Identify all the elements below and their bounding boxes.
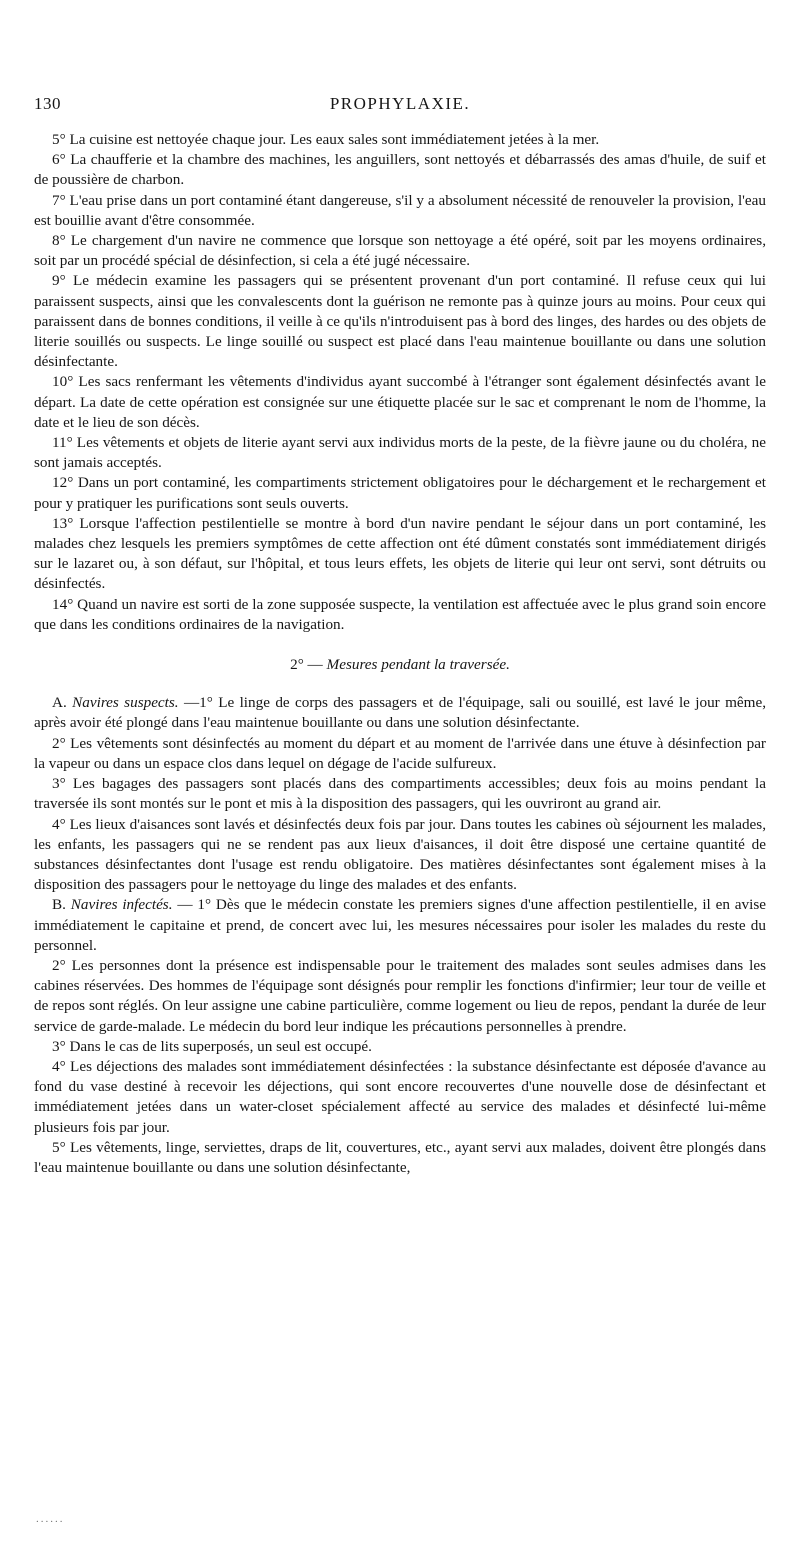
paragraph-item-13: 13° Lorsque l'affection pestilentielle se montre à bord d'un navire pendant le séjour dans un port contaminé, les malades chez lesquels les premiers symptômes de cette affection ont été dûment constatés sont immédiatement dirigés sur le lazaret ou, à son défaut, sur l'hôpital, et tous leurs effets, les objets de literie qui leur ont servi, sont détruits ou désinfectés. (34, 514, 766, 593)
section-heading (34, 655, 766, 675)
subsection-b-paragraph (34, 895, 766, 956)
subsection-b-title: Navires infectés. (70, 896, 173, 914)
paragraph-b-item-3: 3° Dans le cas de lits superposés, un seul est occupé. (52, 1037, 372, 1055)
paragraph-item-8: 8° Le chargement d'un navire ne commence que lorsque son nettoyage a été opéré, soit par les moyens ordinaires, soit par un procédé spécial de désinfection, si cela a été jugé nécessaire. (34, 232, 766, 270)
subsection-b-label: B. (52, 896, 66, 914)
paragraph-item-9: 9° Le médecin examine les passagers qui se présentent provenant d'un port contaminé. Il refuse ceux qui lui paraissent suspects, ainsi que les convalescents dont la guérison ne remonte pas à quinze jours au moins. Pour ceux qui paraissent dans de bonnes conditions, il veille à ce qu'ils n'introduisent pas à bord des linges, des hardes ou des objets de literie souillés ou suspects. Le linge souillé ou suspect est placé dans l'eau maintenue bouillante ou dans une solution désinfectante. (34, 272, 766, 371)
paragraph-item-6: 6° La chaufferie et la chambre des machines, les anguillers, sont nettoyés et débarrassés des amas d'huile, de suif et de poussière de charbon. (34, 151, 766, 189)
paragraph-item-12: 12° Dans un port contaminé, les compartiments strictement obligatoires pour le déchargement et le rechargement et pour y pratiquer les purifications sont seuls ouverts. (34, 474, 766, 512)
subsection-a-paragraph (34, 693, 766, 733)
subsection-a-label: A. (52, 694, 67, 712)
paragraph-item-10: 10° Les sacs renfermant les vêtements d'individus ayant succombé à l'étranger sont également désinfectés avant le départ. La date de cette opération est consignée sur une étiquette placée sur le sac et comprenant le nom de l'homme, la date et le lieu de son décès. (34, 373, 766, 431)
running-title: PROPHYLAXIE. (329, 94, 471, 113)
section-title: Mesures pendant la traversée. (326, 656, 510, 674)
subsection-b-lead: — 1° Dès que le médecin constate les premiers signes d'une affection pestilentielle, il en avise immédiatement le capitaine et prend, de concert avec lui, les mesures nécessaires pour isoler les malades du reste du personnel. (34, 896, 766, 954)
subsection-a-title: Navires suspects. (72, 694, 179, 712)
subsection-a-lead: —1° Le linge de corps des passagers et de l'équipage, sali ou souillé, est lavé le jour même, après avoir été plongé dans l'eau maintenue bouillante ou dans une solution désinfectante. (34, 694, 767, 732)
paragraph-item-11: 11° Les vêtements et objets de literie ayant servi aux individus morts de la peste, de la fièvre jaune ou du choléra, ne sont jamais acceptés. (34, 434, 766, 472)
paragraph-b-item-2: 2° Les personnes dont la présence est indispensable pour le traitement des malades sont seules admises dans les cabines réservées. Des hommes de l'équipage sont désignés pour remplir les fonctions d'infirmier; leur tour de veille et de repos sont réglés. On leur assigne une cabine particulière, comme logement ou lieu de repos, pendant la durée de leur service de garde-malade. Le médecin du bord leur indique les précautions personnelles à prendre. (34, 956, 766, 1035)
paragraph-a-item-2: 2° Les vêtements sont désinfectés au moment du départ et au moment de l'arrivée dans une étuve à désinfection par la vapeur ou dans un espace clos dans lequel on dégage de l'acide sulfureux. (34, 734, 766, 772)
paragraph-a-item-3: 3° Les bagages des passagers sont placés dans des compartiments accessibles; deux fois au moins pendant la traversée ils sont montés sur le pont et mis à la disposition des passagers, qui les ouvriront au grand air. (34, 775, 766, 813)
footer-mark: ...... (36, 1513, 65, 1525)
paragraph-b-item-5: 5° Les vêtements, linge, serviettes, draps de lit, couvertures, etc., ayant servi aux malades, doivent être plongés dans l'eau maintenue bouillante ou dans une solution désinfectante, (34, 1138, 766, 1176)
paragraph-b-item-4: 4° Les déjections des malades sont immédiatement désinfectées : la substance désinfectante est déposée d'avance au fond du vase destiné à recevoir les déjections, qui sont encore recouvertes d'une nouvelle dose de désinfectant et immédiatement jetées dans un water-closet spécialement affecté au service des malades et désinfecté lui-même plusieurs fois par jour. (34, 1057, 766, 1136)
running-header (34, 94, 766, 122)
section-number: 2° — (290, 656, 323, 674)
paragraph-item-14: 14° Quand un navire est sorti de la zone supposée suspecte, la ventilation est affectuée avec le plus grand soin encore que dans les conditions ordinaires de la navigation. (34, 595, 766, 633)
paragraph-a-item-4: 4° Les lieux d'aisances sont lavés et désinfectés deux fois par jour. Dans toutes les cabines où séjournent les malades, les enfants, les passagers qui ne se rendent pas aux lieux d'aisances, il doit être disposé une certaine quantité de substances désinfectantes dont l'usage est rendu obligatoire. Des matières désinfectantes sont également mises à la disposition des passagers pour le nettoyage du linge des malades et des enfants. (34, 815, 766, 894)
paragraph-item-7: 7° L'eau prise dans un port contaminé étant dangereuse, s'il y a absolument nécessité de renouveler la provision, l'eau est bouillie avant d'être consommée. (34, 191, 766, 229)
page-number: 130 (34, 94, 61, 113)
page-body (34, 130, 766, 1178)
paragraph-item-5: 5° La cuisine est nettoyée chaque jour. Les eaux sales sont immédiatement jetées à la mer. (52, 131, 600, 148)
